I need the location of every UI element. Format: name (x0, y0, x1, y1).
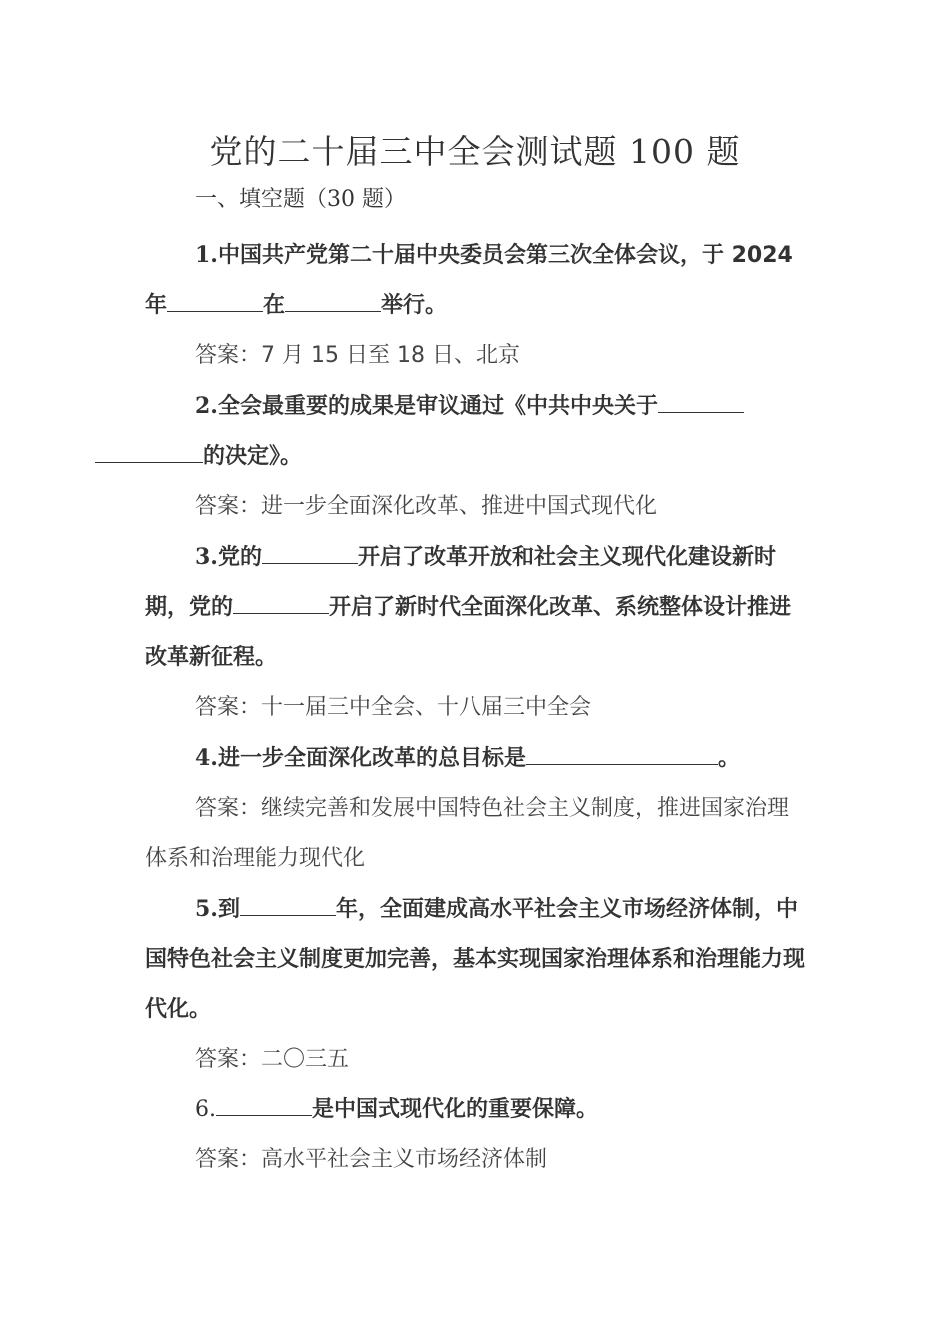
answer-5: 答案：二〇三五 (195, 1047, 350, 1072)
question-text: 中国共产党第二十届中央委员会第三次全体会议，于 2024 年 (145, 243, 793, 318)
question-number: 3. (195, 544, 218, 570)
question-number: 6. (195, 1097, 216, 1122)
answer-blank (233, 587, 329, 614)
section-heading: 一、填空题（30 题） (195, 187, 406, 212)
question-text: 全会最重要的成果是审议通过《中共中央关于 (217, 394, 658, 419)
question-2 (145, 381, 805, 482)
answer-blank (526, 738, 718, 765)
question-number: 5. (195, 896, 218, 922)
question-text: 开启了新时代全面深化改革、系统整体设计推进改革新征程。 (145, 595, 792, 670)
question-4 (145, 733, 805, 784)
document-page (145, 124, 805, 1185)
question-3 (145, 532, 805, 683)
answer-3: 答案：十一届三中全会、十八届三中全会 (195, 695, 592, 720)
answer-blank (167, 285, 263, 312)
answer-blank (216, 1089, 312, 1116)
question-text: 年，全面建成高水平社会主义市场经济体制，中国特色社会主义制度更加完善，基本实现国家治理体系和治理能力现代化。 (145, 897, 806, 1022)
question-text: 举行。 (381, 293, 448, 318)
answer-blank (262, 537, 358, 564)
answer-blank (285, 285, 381, 312)
answer-blank (95, 436, 203, 463)
question-text: 是中国式现代化的重要保障。 (312, 1097, 599, 1122)
answer-blank (658, 386, 744, 413)
question-text: 党的 (217, 545, 262, 570)
question-text: 在 (263, 293, 286, 318)
answer-blank (240, 889, 336, 916)
answer-4: 答案：继续完善和发展中国特色社会主义制度，推进国家治理体系和治理能力现代化 (145, 796, 790, 871)
question-number: 4. (195, 745, 218, 771)
question-text: 到 (217, 897, 240, 922)
document-title: 党的二十届三中全会测试题 100 题 (209, 132, 741, 171)
answer-2: 答案：进一步全面深化改革、推进中国式现代化 (195, 494, 658, 519)
question-text: 的决定》。 (203, 444, 303, 469)
question-number: 2. (195, 393, 218, 419)
question-6 (145, 1085, 805, 1135)
question-1 (145, 230, 805, 331)
question-text: 开启了改革开放和社会主义现代化建设新时期，党的 (145, 545, 776, 620)
question-text: 进一步全面深化改革的总目标是 (217, 746, 526, 771)
question-5 (145, 884, 805, 1035)
question-number: 1. (195, 242, 218, 268)
answer-6: 答案：高水平社会主义市场经济体制 (195, 1147, 548, 1172)
answer-1: 答案：7 月 15 日至 18 日、北京 (195, 343, 520, 368)
question-text: 。 (717, 746, 740, 771)
